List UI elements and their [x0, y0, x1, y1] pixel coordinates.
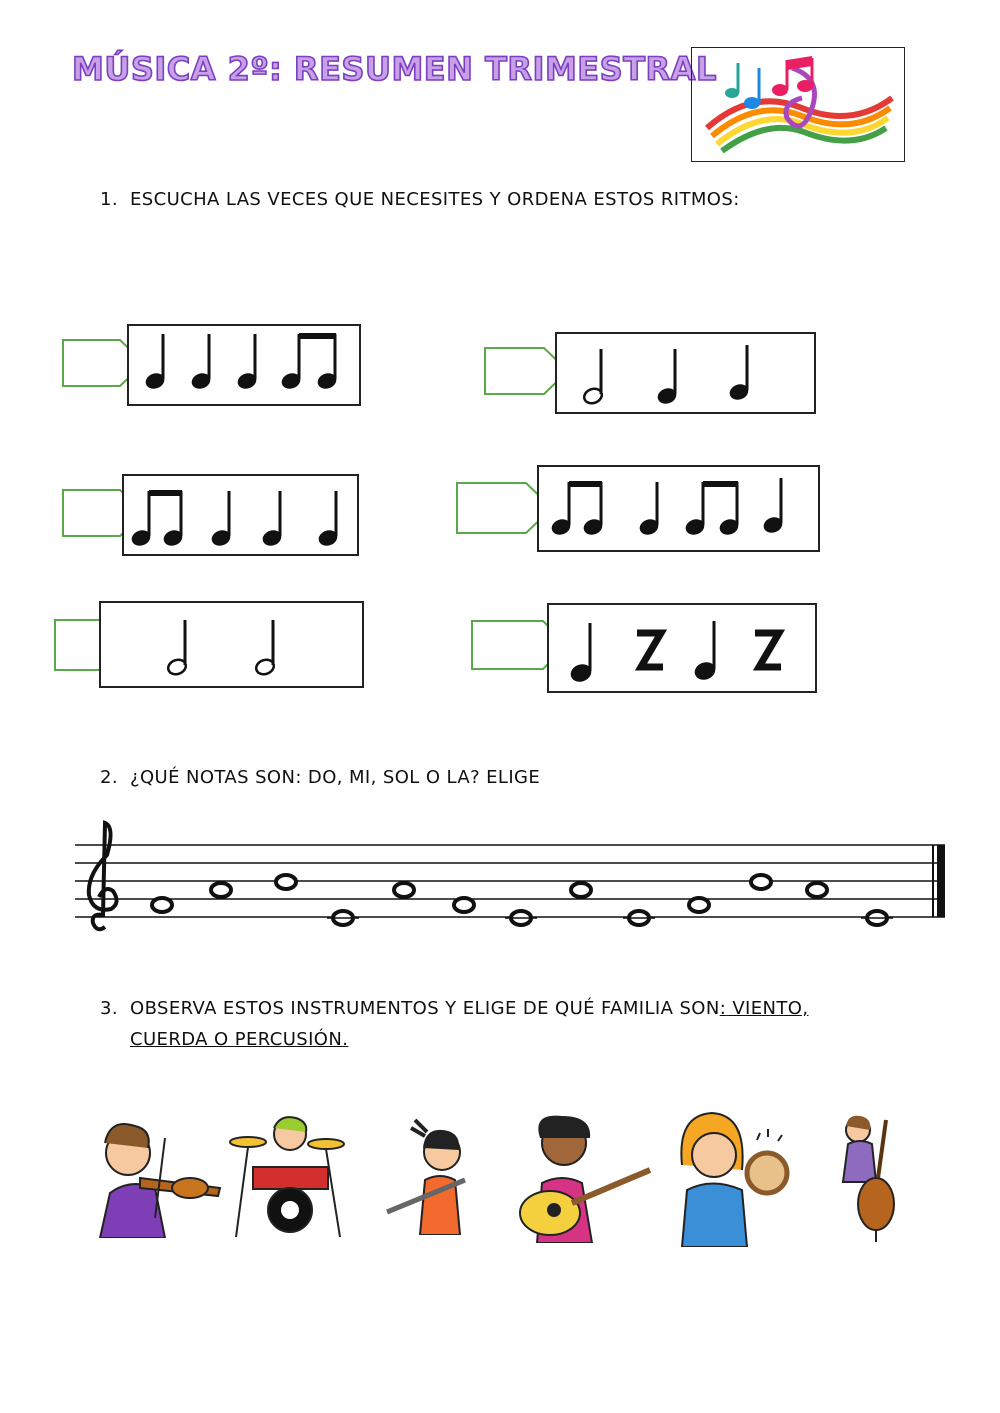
rhythm-5-notation — [101, 603, 362, 686]
rhythm-4-notation — [539, 467, 818, 550]
whole-note — [276, 875, 296, 889]
whole-note — [807, 883, 827, 897]
guitarist-icon[interactable] — [512, 1108, 657, 1243]
question-3: 3. OBSERVA ESTOS INSTRUMENTOS Y ELIGE DE QUÉ FAMILIA SON: VIENTO, — [100, 998, 809, 1019]
cellist-icon[interactable] — [828, 1112, 910, 1244]
whole-note — [571, 883, 591, 897]
logo — [691, 47, 905, 162]
music-staff — [75, 815, 950, 940]
tambourine-player-icon[interactable] — [672, 1105, 790, 1247]
violinist-icon[interactable] — [80, 1108, 225, 1238]
rhythm-box-3 — [122, 474, 359, 556]
rhythm-3-notation — [124, 476, 357, 554]
rhythm-box-5 — [99, 601, 364, 688]
question-2: 2. ¿QUÉ NOTAS SON: DO, MI, SOL O LA? ELIGE — [100, 767, 541, 788]
question-1: 1. ESCUCHA LAS VECES QUE NECESITES Y ORDENA ESTOS RITMOS: — [100, 189, 740, 210]
whole-note — [152, 898, 172, 912]
whole-note — [211, 883, 231, 897]
treble-clef-icon — [89, 823, 117, 929]
whole-note — [751, 875, 771, 889]
whole-note — [689, 898, 709, 912]
rhythm-1-notation — [129, 326, 359, 404]
rhythm-box-1 — [127, 324, 361, 406]
question-3-line-2: CUERDA O PERCUSIÓN. — [130, 1029, 349, 1050]
rhythm-box-4 — [537, 465, 820, 552]
rhythm-2-notation — [557, 334, 814, 412]
colorful-music-notes-logo-icon — [692, 48, 904, 161]
page-title: MÚSICA 2º: RESUMEN TRIMESTRAL — [72, 50, 717, 88]
whole-note — [394, 883, 414, 897]
rhythm-6-notation — [549, 605, 815, 691]
drummer-icon[interactable] — [228, 1112, 348, 1242]
rhythm-box-2 — [555, 332, 816, 414]
flutist-icon[interactable] — [385, 1110, 480, 1235]
whole-note — [454, 898, 474, 912]
rhythm-box-6 — [547, 603, 817, 693]
